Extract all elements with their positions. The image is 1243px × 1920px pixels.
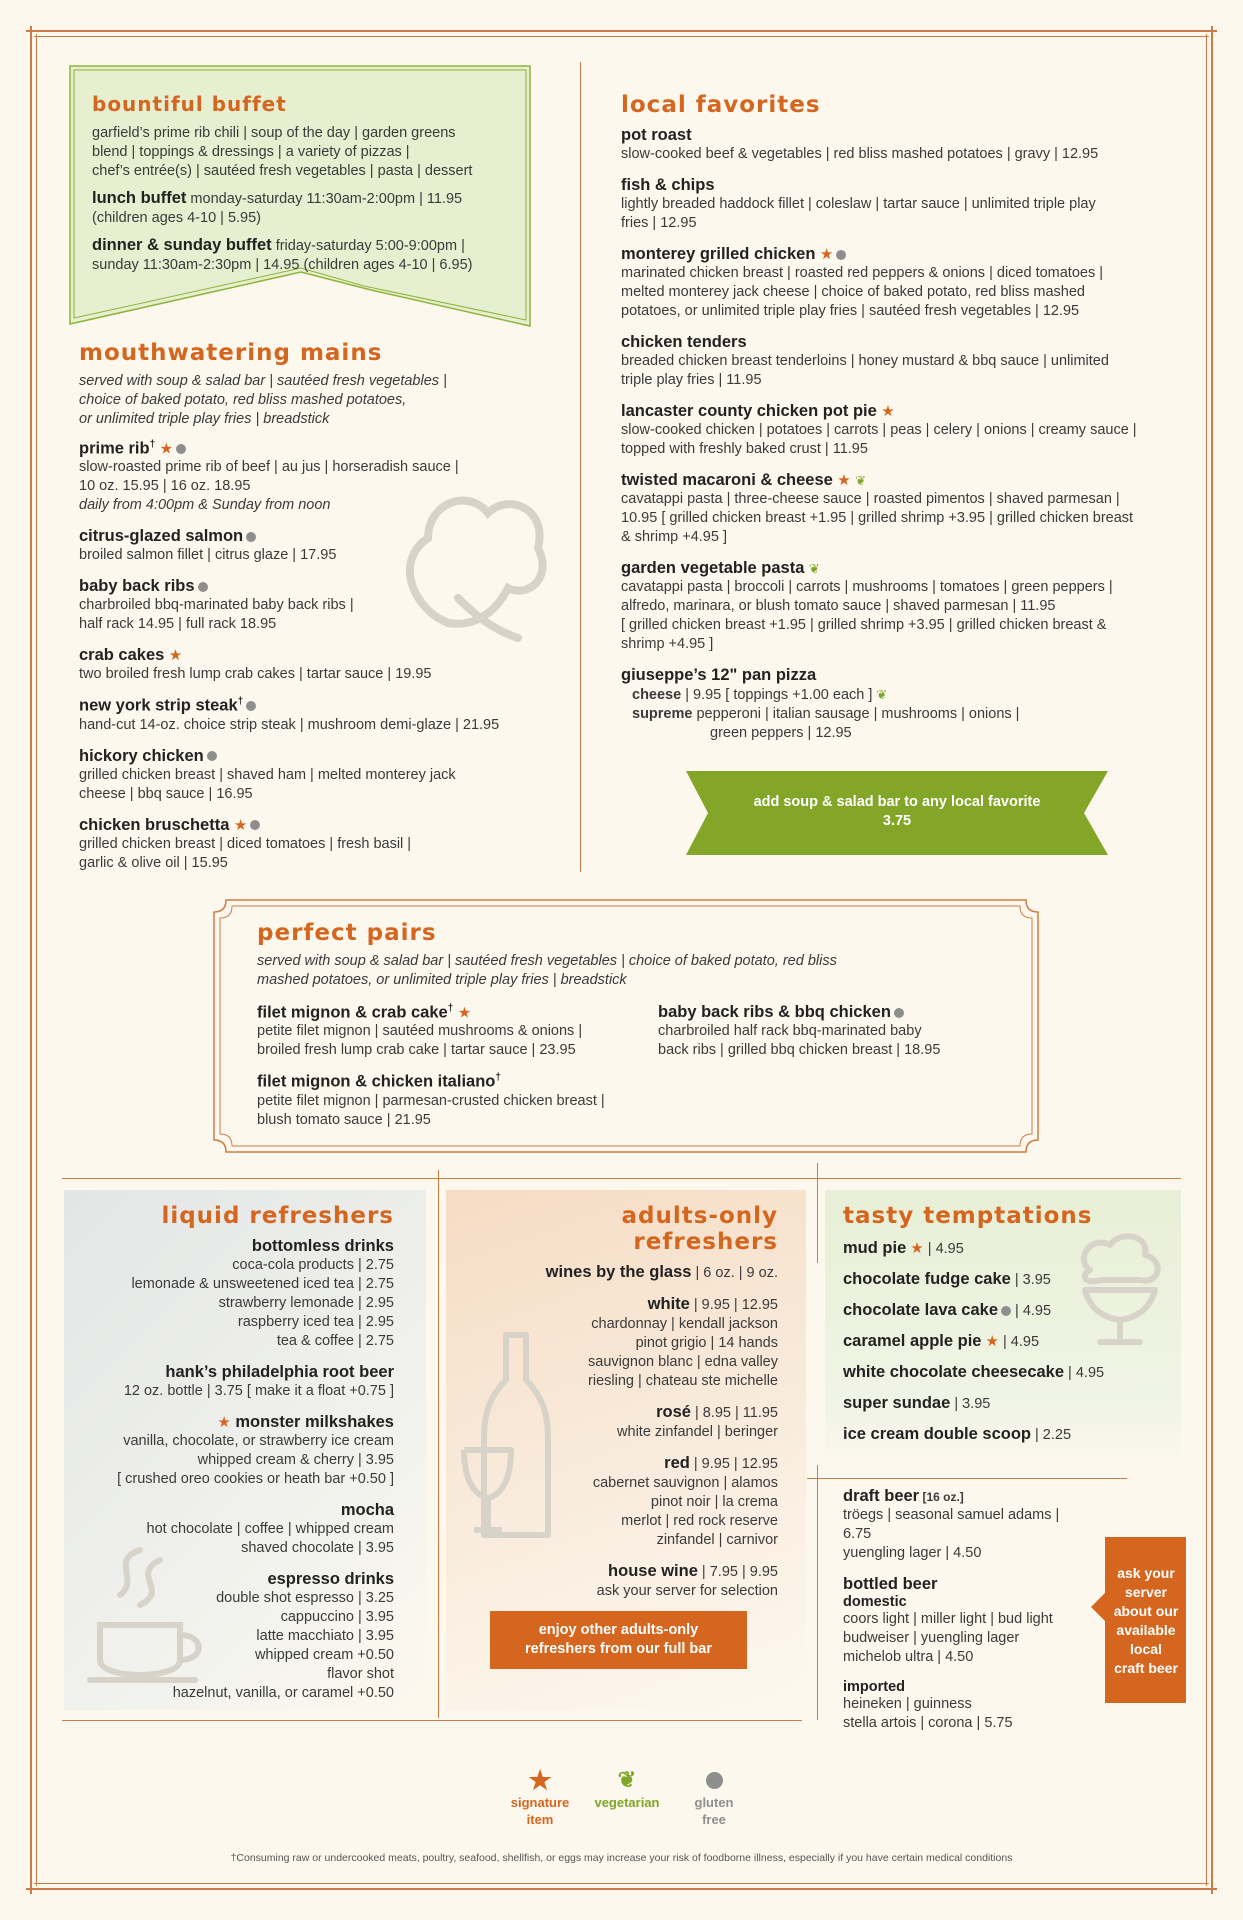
rose-header: [470, 1403, 778, 1423]
item-desc: charbroiled half rack bbq-marinated baby: [658, 1023, 922, 1039]
frame-bottom: [26, 1888, 1217, 1890]
buffet-line: blend | toppings & dressings | a variety of pizzas |: [92, 144, 410, 160]
item-desc: potatoes, or unlimited triple play fries | sautéed fresh vegetables | 12.95: [621, 303, 1080, 319]
rose-price: | 8.95 | 11.95: [690, 1405, 778, 1421]
item-desc: topped with freshly baked crust | 11.95: [621, 441, 868, 457]
item-name: twisted macaroni & cheese: [621, 471, 833, 489]
wine-line: riesling | chateau ste michelle: [588, 1373, 778, 1389]
beer-top-rule: [807, 1478, 1127, 1479]
legend-vegetarian: [587, 1766, 667, 1811]
item-desc: fries | 12.95: [621, 215, 697, 231]
wines-sizes: | 6 oz. | 9 oz.: [691, 1265, 778, 1281]
item-desc: 10 oz. 15.95 | 16 oz. 18.95: [79, 478, 251, 495]
dessert-lava-cake: [843, 1301, 1173, 1321]
pizza-supreme-desc-2: green peppers | 12.95: [710, 725, 852, 741]
wine-line: zinfandel | carnivor: [656, 1532, 778, 1548]
dinner-buffet: [92, 236, 522, 256]
pairs-intro: served with soup & salad bar | sautéed fresh vegetables | choice of baked potato, red bliss: [257, 953, 837, 969]
wine-line: white zinfandel | beringer: [617, 1424, 778, 1440]
frame-bottom-inner: [34, 1883, 1209, 1884]
legend-label: free: [702, 1812, 726, 1827]
item-name: monterey grilled chicken: [621, 245, 816, 263]
item-desc: petite filet mignon | parmesan-crusted chicken breast |: [257, 1092, 605, 1109]
item-price: | 4.95: [1064, 1365, 1105, 1381]
gluten-free-dot-icon: [894, 1008, 904, 1018]
dinner-buffet-name: dinner & sunday buffet: [92, 236, 272, 254]
favorites-section: [621, 92, 1181, 755]
item-desc: triple play fries | 11.95: [621, 372, 762, 388]
draft-header: [843, 1487, 1083, 1506]
menu-item-fish-chips: [621, 176, 1181, 233]
item-name: baby back ribs: [79, 577, 195, 596]
gluten-free-dot-icon: [674, 1766, 754, 1794]
pairs-intro: mashed potatoes, or unlimited triple play fries | breadstick: [257, 972, 627, 988]
item-name: chicken tenders: [621, 333, 747, 351]
menu-item-strip-steak: [79, 696, 569, 734]
item-desc: grilled chicken breast | diced tomatoes | fresh basil |: [79, 835, 412, 852]
drink-line: vanilla, chocolate, or strawberry ice cream: [123, 1433, 394, 1449]
espresso-heading: espresso drinks: [267, 1570, 394, 1588]
mocha-heading: mocha: [340, 1501, 394, 1519]
item-price: | 3.95: [1010, 1272, 1051, 1288]
full-bar-banner: [490, 1611, 747, 1669]
item-name: ice cream double scoop: [843, 1425, 1031, 1443]
column-divider: [580, 62, 581, 872]
banner-price: 3.75: [882, 813, 912, 829]
item-desc: charbroiled bbq-marinated baby back ribs |: [79, 597, 354, 614]
item-desc: garlic & olive oil | 15.95: [79, 854, 228, 871]
draft-heading: draft beer: [843, 1487, 920, 1505]
mains-intro: served with soup & salad bar | sautéed fresh vegetables |: [79, 373, 447, 389]
lunch-buffet-hours: monday-saturday 11:30am-2:00pm | 11.95: [186, 191, 463, 207]
pizza-supreme-desc: pepperoni | italian sausage | mushrooms | onions |: [692, 706, 1020, 722]
item-name: crab cakes: [79, 646, 165, 665]
item-desc: grilled chicken breast | shaved ham | melted monterey jack: [79, 766, 456, 783]
liquid-section: [80, 1203, 394, 1703]
white-header: [470, 1295, 778, 1315]
beer-line: heineken | guinness: [843, 1696, 972, 1712]
gluten-free-dot-icon: [250, 820, 260, 830]
pairs-section: [257, 920, 1017, 990]
item-name: fish & chips: [621, 176, 715, 194]
item-name: new york strip steak: [79, 696, 238, 715]
rose-heading: rosé: [656, 1403, 691, 1421]
imported-heading: imported: [843, 1679, 906, 1695]
tasty-title: tasty temptations: [843, 1203, 1093, 1229]
item-desc: broiled fresh lump crab cake | tartar sauce | 23.95: [257, 1042, 576, 1059]
item-desc: slow-roasted prime rib of beef | au jus | horseradish sauce |: [79, 459, 459, 476]
signature-star-icon: ★: [217, 1414, 231, 1431]
callout-line: server: [1124, 1584, 1168, 1600]
banner-text: refreshers from our full bar: [525, 1641, 712, 1657]
bottom-divider-2: [817, 1163, 818, 1263]
gluten-free-dot-icon: [176, 444, 186, 454]
dagger: †: [495, 1072, 501, 1084]
menu-item-filet-crab: [257, 1003, 647, 1060]
domestic-heading: domestic: [843, 1594, 907, 1610]
pairs-col-right: [658, 1003, 1018, 1072]
item-name: prime rib: [79, 439, 150, 458]
item-desc: hand-cut 14-oz. choice strip steak | mushroom demi-glaze | 21.95: [79, 716, 500, 733]
item-name: chicken bruschetta: [79, 815, 230, 834]
beer-line: coors light | miller light | bud light: [843, 1611, 1053, 1627]
item-desc: cavatappi pasta | broccoli | carrots | mushrooms | tomatoes | green peppers |: [621, 579, 1113, 595]
item-desc: shrimp +4.95 ]: [621, 636, 714, 652]
pizza-supreme: [621, 705, 1181, 724]
lunch-buffet-children: (children ages 4-10 | 5.95): [92, 210, 262, 226]
item-name: caramel apple pie: [843, 1332, 982, 1350]
mains-intro: or unlimited triple play fries | breadstick: [79, 411, 330, 427]
item-desc: blush tomato sauce | 21.95: [257, 1111, 431, 1128]
menu-item-salmon: [79, 527, 569, 565]
callout-line: craft beer: [1114, 1660, 1178, 1676]
legend-label: item: [526, 1812, 554, 1827]
wine-line: merlot | red rock reserve: [621, 1513, 778, 1529]
item-desc: petite filet mignon | sautéed mushrooms & onions |: [257, 1023, 583, 1040]
item-note: daily from 4:00pm & Sunday from noon: [79, 497, 331, 514]
beer-line: stella artois | corona | 5.75: [843, 1715, 1013, 1731]
gluten-free-dot-icon: [198, 582, 208, 592]
house-price: | 7.95 | 9.95: [697, 1564, 778, 1580]
beer-line: budweiser | yuengling lager: [843, 1630, 1020, 1646]
dessert-apple-pie: [843, 1332, 1173, 1352]
menu-item-veg-pasta: [621, 559, 1181, 654]
item-name: filet mignon & crab cake: [257, 1003, 448, 1022]
item-desc: back ribs | grilled bbq chicken breast | 18.95: [658, 1042, 941, 1058]
item-desc: two broiled fresh lump crab cakes | tartar sauce | 19.95: [79, 666, 432, 683]
signature-star-icon: ★: [168, 647, 183, 665]
item-price: | 3.95: [950, 1396, 991, 1412]
dinner-buffet-hours: friday-saturday 5:00-9:00pm |: [271, 238, 465, 254]
drink-line: coca-cola products | 2.75: [232, 1257, 394, 1273]
menu-item-baby-back-ribs: [79, 577, 569, 634]
footnote: †Consuming raw or undercooked meats, poultry, seafood, shellfish, or eggs may increase your risk of foodborne illness, especially if you have certain medical conditions: [230, 1852, 1013, 1864]
item-desc: slow-cooked chicken | potatoes | carrots | peas | celery | onions | creamy sauce |: [621, 422, 1137, 438]
dagger: †: [237, 696, 244, 708]
pairs-col-left: [257, 1003, 647, 1142]
mains-section: [79, 340, 569, 885]
item-desc: alfredo, marinara, or blush tomato sauce | shaved parmesan | 11.95: [621, 598, 1056, 614]
favorites-title: local favorites: [621, 92, 821, 118]
item-price: | 2.25: [1030, 1427, 1072, 1443]
frame-left-inner: [36, 34, 37, 1886]
vegetarian-leaf-icon: ❦: [808, 561, 820, 576]
soup-salad-banner: [710, 793, 1084, 831]
house-header: [470, 1562, 778, 1582]
frame-right: [1211, 26, 1213, 1894]
dagger: †: [149, 439, 156, 450]
item-desc: slow-cooked beef & vegetables | red bliss mashed potatoes | gravy | 12.95: [621, 146, 1099, 162]
lunch-buffet: [92, 189, 522, 209]
item-desc: melted monterey jack cheese | choice of baked potato, red bliss mashed: [621, 284, 1085, 300]
menu-item-chicken-bruschetta: [79, 816, 569, 873]
dessert-mud-pie: [843, 1239, 1173, 1259]
wines-header: [470, 1263, 778, 1283]
legend-label: signature: [510, 1795, 570, 1810]
menu-item-pizza: [621, 666, 1181, 743]
gluten-free-dot-icon: [207, 751, 217, 761]
item-desc: half rack 14.95 | full rack 18.95: [79, 616, 277, 633]
tasty-section: [843, 1203, 1173, 1445]
bottomless-heading: bottomless drinks: [251, 1237, 394, 1255]
wine-line: cabernet sauvignon | alamos: [592, 1475, 778, 1491]
item-desc: cavatappi pasta | three-cheese sauce | roasted pimentos | shaved parmesan |: [621, 491, 1120, 507]
dessert-sundae: [843, 1394, 1173, 1414]
callout-line: ask your: [1117, 1565, 1175, 1581]
drink-line: hazelnut, vanilla, or caramel +0.50: [172, 1685, 394, 1701]
menu-item-crab-cakes: [79, 646, 569, 684]
item-name: citrus-glazed salmon: [79, 527, 244, 546]
menu-item-ribs-chicken: [658, 1003, 1018, 1060]
mains-title: mouthwatering mains: [79, 340, 383, 366]
gluten-free-dot-icon: [246, 701, 256, 711]
gluten-free-dot-icon: [246, 532, 256, 542]
menu-item-prime-rib: [79, 439, 569, 515]
legend-label: vegetarian: [594, 1795, 660, 1810]
drink-line: whipped cream & cherry | 3.95: [197, 1452, 394, 1468]
drink-line: flavor shot: [327, 1666, 394, 1682]
item-desc: lightly breaded haddock fillet | coleslaw | tartar sauce | unlimited triple play: [621, 196, 1096, 212]
wines-heading: wines by the glass: [545, 1263, 692, 1281]
adults-title: adults-only refreshers: [621, 1203, 778, 1255]
frame-right-inner: [1206, 34, 1207, 1886]
callout-line: local: [1130, 1641, 1162, 1657]
buffet-line: chef’s entrée(s) | sautéed fresh vegetables | pasta | dessert: [92, 163, 473, 179]
frame-top-inner: [34, 36, 1209, 37]
item-name: chocolate fudge cake: [843, 1270, 1011, 1288]
craft-beer-callout: [1105, 1564, 1187, 1678]
item-name: pot roast: [621, 126, 692, 144]
signature-star-icon: ★: [528, 1765, 552, 1795]
beer-section: [843, 1487, 1083, 1733]
adults-section: [470, 1203, 778, 1601]
item-name: baby back ribs & bbq chicken: [658, 1003, 891, 1021]
frame-top: [26, 30, 1217, 32]
signature-star-icon: ★: [985, 1333, 999, 1350]
signature-star-icon: ★: [881, 403, 895, 420]
vegetarian-leaf-icon: ❦: [617, 1767, 637, 1792]
white-heading: white: [647, 1295, 690, 1313]
dessert-cheesecake: [843, 1363, 1173, 1383]
pairs-title: perfect pairs: [257, 920, 437, 946]
drink-line: double shot espresso | 3.25: [216, 1590, 394, 1606]
beer-line: yuengling lager | 4.50: [843, 1545, 982, 1561]
red-heading: red: [664, 1454, 690, 1472]
wine-line: sauvignon blanc | edna valley: [588, 1354, 778, 1370]
drink-line: 12 oz. bottle | 3.75 [ make it a float +0.75 ]: [123, 1383, 394, 1399]
vegetarian-leaf-icon: ❦: [855, 473, 867, 488]
item-desc: marinated chicken breast | roasted red peppers & onions | diced tomatoes |: [621, 265, 1104, 281]
menu-item-pot-pie: [621, 402, 1181, 459]
drink-line: lemonade & unsweetened iced tea | 2.75: [131, 1276, 394, 1292]
draft-size: [16 oz.]: [919, 1490, 964, 1504]
drink-line: tea & coffee | 2.75: [276, 1333, 394, 1349]
wine-line: ask your server for selection: [596, 1583, 778, 1599]
pizza-cheese-label: cheese: [632, 687, 682, 703]
item-name: mud pie: [843, 1239, 907, 1257]
legend-label: gluten: [694, 1795, 734, 1810]
liquid-title: liquid refreshers: [161, 1203, 394, 1229]
item-name: super sundae: [843, 1394, 951, 1412]
callout-line: available: [1116, 1622, 1176, 1638]
signature-star-icon: ★: [819, 246, 834, 263]
frame-left: [30, 26, 32, 1894]
signature-star-icon: ★: [910, 1240, 924, 1257]
menu-item-chicken-tenders: [621, 333, 1181, 390]
white-price: | 9.95 | 12.95: [689, 1297, 778, 1313]
banner-text: enjoy other adults-only: [538, 1622, 699, 1638]
red-header: [470, 1454, 778, 1474]
dinner-buffet-sunday: sunday 11:30am-2:30pm | 14.95 (children ages 4-10 | 6.95): [92, 257, 473, 273]
drink-line: whipped cream +0.50: [254, 1647, 394, 1663]
buffet-section: [92, 92, 522, 275]
wine-line: pinot grigio | 14 hands: [635, 1335, 778, 1351]
bottom-top-rule: [62, 1178, 1181, 1179]
banner-text: add soup & salad bar to any local favorite: [753, 794, 1041, 810]
drink-line: raspberry iced tea | 2.95: [237, 1314, 394, 1330]
drink-line: hot chocolate | coffee | whipped cream: [146, 1521, 394, 1537]
item-price: | 4.95: [1011, 1303, 1052, 1319]
item-desc: [ grilled chicken breast +1.95 | grilled shrimp +3.95 | grilled chicken breast &: [621, 617, 1107, 633]
item-name: garden vegetable pasta: [621, 559, 805, 577]
lunch-buffet-name: lunch buffet: [92, 189, 187, 207]
milkshakes-heading: monster milkshakes: [235, 1413, 394, 1431]
pizza-cheese: [621, 685, 1181, 705]
item-name: chocolate lava cake: [843, 1301, 999, 1319]
item-desc: cheese | bbq sauce | 16.95: [79, 785, 253, 802]
gluten-free-dot-icon: [1001, 1306, 1011, 1316]
drink-line: shaved chocolate | 3.95: [241, 1540, 394, 1556]
item-name: white chocolate cheesecake: [843, 1363, 1065, 1381]
menu-item-mac-cheese: [621, 471, 1181, 547]
wine-line: pinot noir | la crema: [650, 1494, 778, 1510]
signature-star-icon: ★: [837, 472, 851, 489]
bottom-divider-1: [438, 1170, 439, 1718]
buffet-title: bountiful buffet: [92, 92, 287, 116]
menu-item-filet-chicken: [257, 1072, 647, 1129]
menu-item-hickory-chicken: [79, 747, 569, 804]
item-price: | 4.95: [923, 1241, 964, 1257]
item-price: | 4.95: [998, 1334, 1040, 1350]
pizza-supreme-label: supreme: [632, 706, 693, 722]
drink-line: latte macchiato | 3.95: [256, 1628, 394, 1644]
house-heading: house wine: [608, 1562, 698, 1580]
dessert-fudge-cake: [843, 1270, 1173, 1290]
menu-item-pot-roast: [621, 126, 1181, 164]
root-beer-heading: hank’s philadelphia root beer: [165, 1363, 394, 1381]
mains-intro: choice of baked potato, red bliss mashed potatoes,: [79, 392, 407, 408]
buffet-line: garfield’s prime rib chili | soup of the day | garden greens: [92, 125, 456, 141]
legend-gluten-free: [674, 1766, 754, 1828]
dagger: †: [447, 1003, 454, 1014]
vegetarian-leaf-icon: ❦: [876, 687, 888, 702]
item-name: filet mignon & chicken italiano: [257, 1072, 496, 1091]
bottled-heading: bottled beer: [843, 1575, 938, 1593]
bottom-divider-2b: [817, 1465, 818, 1720]
red-price: | 9.95 | 12.95: [689, 1456, 778, 1472]
wine-line: chardonnay | kendall jackson: [591, 1316, 778, 1332]
item-name: giuseppe’s 12" pan pizza: [621, 666, 817, 684]
dessert-ice-cream: [843, 1425, 1173, 1445]
drink-line: [ crushed oreo cookies or heath bar +0.50 ]: [117, 1471, 394, 1487]
gluten-free-dot-icon: [836, 250, 846, 260]
signature-star-icon: ★: [159, 440, 174, 458]
item-desc: broiled salmon fillet | citrus glaze | 17.95: [79, 547, 337, 564]
drink-line: cappuccino | 3.95: [280, 1609, 394, 1625]
item-desc: breaded chicken breast tenderloins | honey mustard & bbq sauce | unlimited: [621, 353, 1109, 369]
item-name: lancaster county chicken pot pie: [621, 402, 877, 420]
callout-line: about our: [1113, 1603, 1179, 1619]
beer-line: michelob ultra | 4.50: [843, 1649, 974, 1665]
legend-signature: [500, 1766, 580, 1828]
pizza-cheese-desc: | 9.95 [ toppings +1.00 each ]: [681, 687, 873, 703]
drink-line: strawberry lemonade | 2.95: [218, 1295, 394, 1311]
bottom-base-rule: [62, 1720, 802, 1721]
beer-line: tröegs | seasonal samuel adams | 6.75: [843, 1507, 1060, 1542]
item-desc: & shrimp +4.95 ]: [621, 529, 727, 545]
signature-star-icon: ★: [457, 1004, 472, 1022]
signature-star-icon: ★: [233, 816, 248, 834]
menu-item-monterey-chicken: [621, 245, 1181, 321]
item-name: hickory chicken: [79, 746, 204, 765]
item-desc: 10.95 [ grilled chicken breast +1.95 | grilled shrimp +3.95 | grilled chicken breast: [621, 510, 1134, 526]
